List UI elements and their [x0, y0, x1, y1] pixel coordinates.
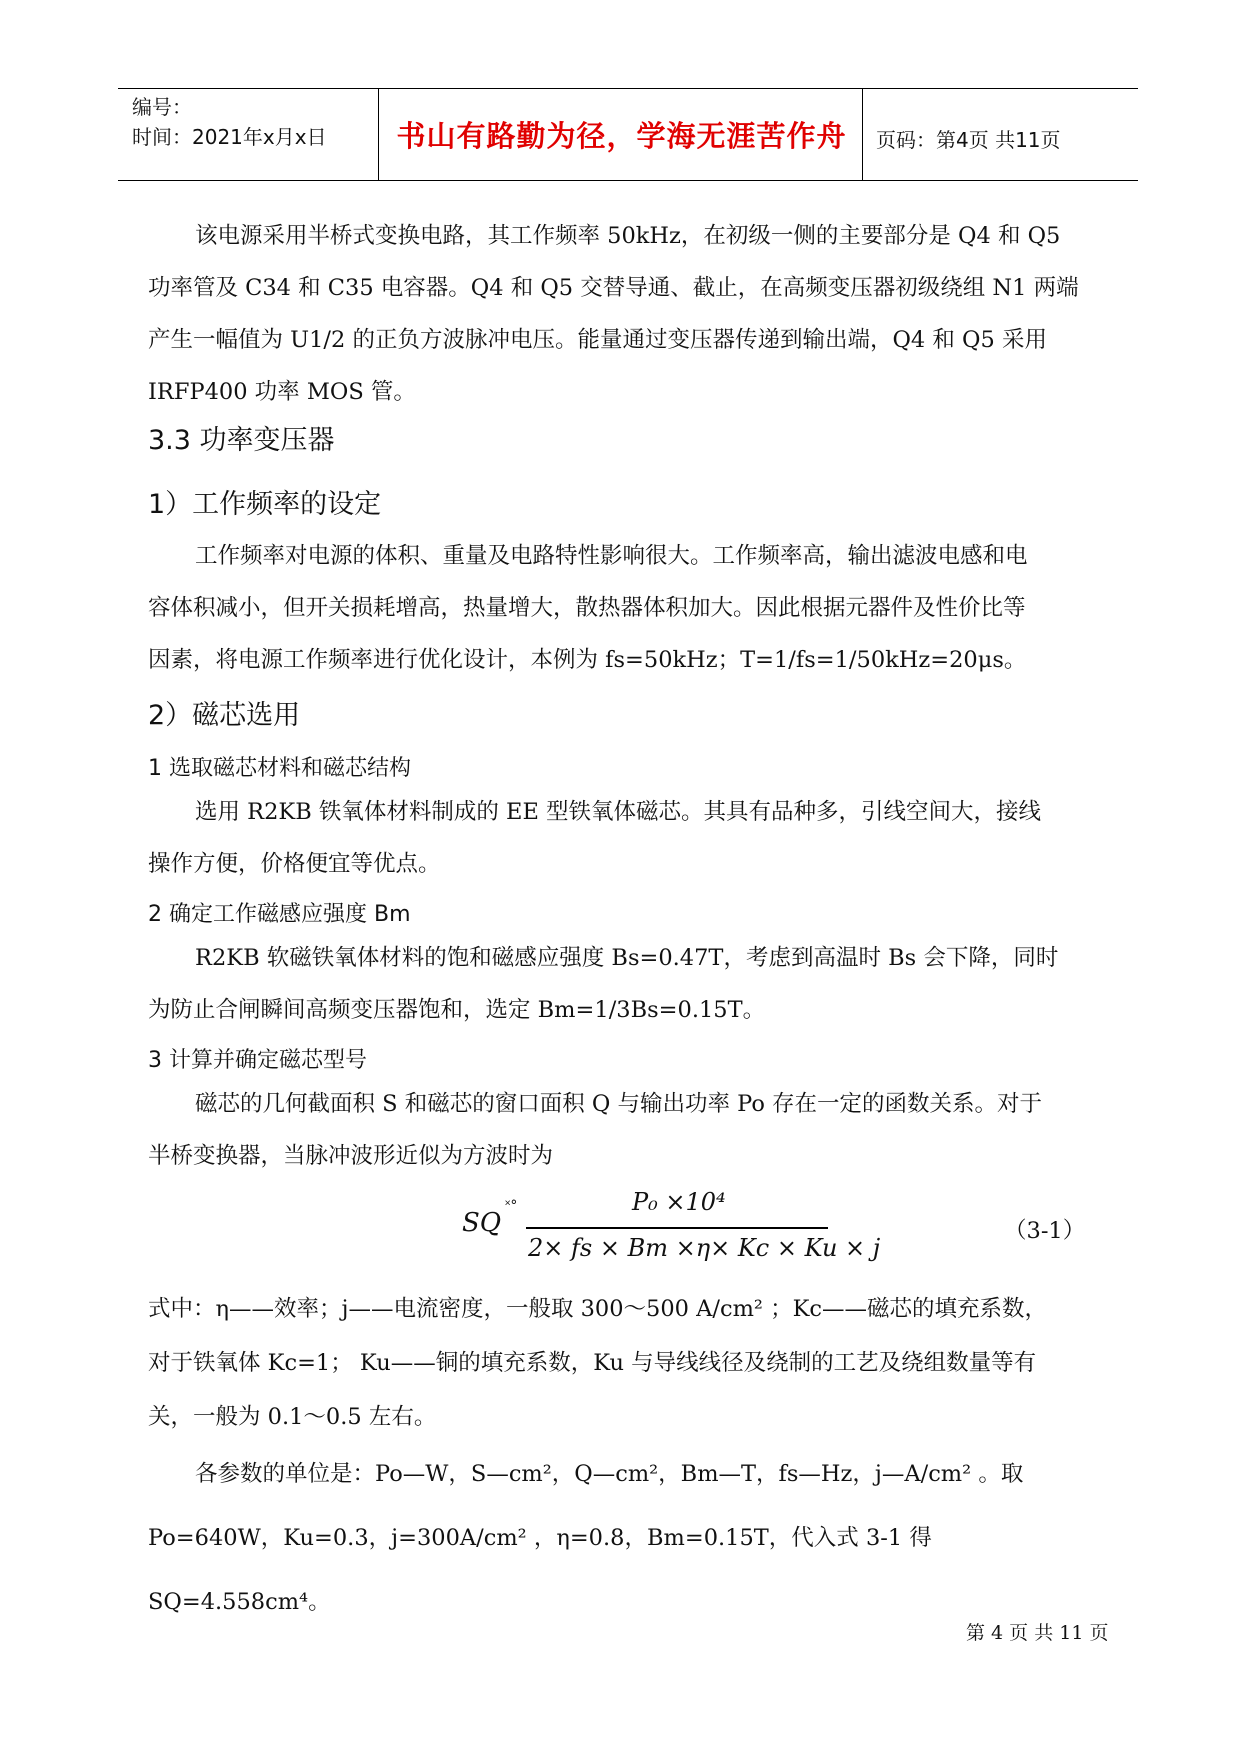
text-line: 工作频率对电源的体积、重量及电路特性影响很大。工作频率高，输出滤波电感和电 — [195, 543, 1028, 569]
text-line: 操作方便，价格便宜等优点。 — [148, 851, 441, 877]
formula-fraction-bar — [526, 1227, 828, 1229]
subheading-bm: 2 确定工作磁感应强度 Bm — [148, 902, 411, 927]
page-footer: 第 4 页 共 11 页 — [966, 1622, 1109, 1644]
formula-lhs: SQ — [462, 1208, 502, 1238]
text-line: IRFP400 功率 MOS 管。 — [148, 379, 416, 405]
text-line: 因素，将电源工作频率进行优化设计，本例为 fs=50kHz；T=1/fs=1/50kHz=20μs。 — [148, 647, 1027, 673]
text-line: 关，一般为 0.1～0.5 左右。 — [148, 1404, 437, 1430]
formula-relation: ˟° — [505, 1198, 518, 1214]
text-line: 对于铁氧体 Kc=1； Ku——铜的填充系数，Ku 与导线线径及绕制的工艺及绕组数量等有 — [148, 1350, 1037, 1376]
subheading-core-material: 1 选取磁芯材料和磁芯结构 — [148, 756, 411, 781]
text-line: 各参数的单位是：Po—W，S—cm²，Q—cm²，Bm—T，fs—Hz，j—A/cm² 。取 — [195, 1461, 1024, 1487]
paragraph-core-model — [148, 1078, 1108, 1182]
header-divider-right — [862, 88, 863, 181]
paragraph-units — [148, 1442, 1108, 1634]
text-line: Po=640W，Ku=0.3，j=300A/cm² ，η=0.8，Bm=0.15T，代入式 3-1 得 SQ=4.558cm⁴。 — [148, 1525, 932, 1615]
header-divider-left — [378, 88, 379, 181]
text-line: 功率管及 C34 和 C35 电容器。Q4 和 Q5 交替导通、截止，在高频变压器初级绕组 N1 两端 — [148, 275, 1079, 301]
section-heading-frequency: 1）工作频率的设定 — [148, 489, 382, 520]
section-heading-3-3: 3.3 功率变压器 — [148, 425, 335, 456]
text-line: 选用 R2KB 铁氧体材料制成的 EE 型铁氧体磁芯。其具有品种多，引线空间大，接线 — [195, 799, 1042, 825]
paragraph-symbols — [148, 1282, 1108, 1444]
formula-numerator: P₀ ×10⁴ — [632, 1188, 726, 1216]
paragraph-bm — [148, 932, 1108, 1036]
header-motto: 书山有路勤为径，学海无涯苦作舟 — [396, 119, 847, 153]
paragraph-frequency — [148, 530, 1108, 686]
header-meta — [132, 92, 327, 152]
header-number: 编号： — [132, 95, 192, 119]
text-line: R2KB 软磁铁氧体材料的饱和磁感应强度 Bs=0.47T，考虑到高温时 Bs 会下降，同时 — [195, 945, 1059, 971]
text-line: 该电源采用半桥式变换电路，其工作频率 50kHz，在初级一侧的主要部分是 Q4 和 Q5 — [195, 223, 1061, 249]
text-line: 式中：η——效率；j——电流密度，一般取 300～500 A/cm² ；Kc——磁芯的填充系数， — [148, 1296, 1048, 1322]
paragraph-core-material — [148, 786, 1108, 890]
section-heading-core: 2）磁芯选用 — [148, 700, 301, 731]
formula-number: （3-1） — [1004, 1218, 1086, 1244]
text-line: 容体积减小，但开关损耗增高，热量增大，散热器体积加大。因此根据元器件及性价比等 — [148, 595, 1026, 621]
header-top-rule — [118, 88, 1138, 89]
paragraph-circuit — [148, 210, 1108, 418]
subheading-core-model: 3 计算并确定磁芯型号 — [148, 1048, 367, 1073]
text-line: 磁芯的几何截面积 S 和磁芯的窗口面积 Q 与输出功率 Po 存在一定的函数关系。对于 — [195, 1091, 1043, 1117]
header-page-count: 页码：第4页 共11页 — [876, 128, 1061, 152]
formula-denominator: 2× fs × Bm ×η× Kc × Ku × j — [528, 1234, 881, 1262]
header-bottom-rule — [118, 180, 1138, 181]
text-line: 半桥变换器，当脉冲波形近似为方波时为 — [148, 1143, 554, 1169]
text-line: 为防止合闸瞬间高频变压器饱和，选定 Bm=1/3Bs=0.15T。 — [148, 997, 766, 1023]
text-line: 产生一幅值为 U1/2 的正负方波脉冲电压。能量通过变压器传递到输出端，Q4 和 Q5 采用 — [148, 327, 1047, 353]
header-time: 时间：2021年x月x日 — [132, 125, 327, 149]
